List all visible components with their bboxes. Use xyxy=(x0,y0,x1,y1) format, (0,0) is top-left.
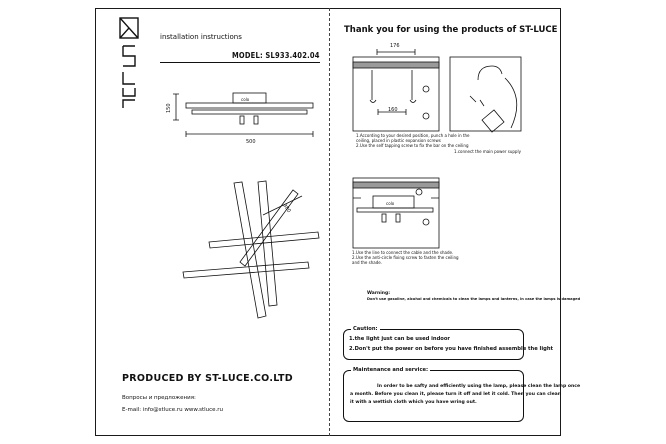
step3-caption-3: and the shade. xyxy=(352,260,382,265)
step1-caption-2: ceiling, placed in plastic expansion screws xyxy=(356,138,441,143)
warning-title: Warning: xyxy=(367,291,391,296)
step2-wiring-drawing xyxy=(450,57,521,132)
step3-center-label: сolo xyxy=(386,201,395,206)
dim-inner-label: 160 xyxy=(388,107,398,113)
step1-ceiling-drawing xyxy=(353,49,439,131)
maintenance-line-2: a month. Before you clean it, please turn it off and let it cold. Then you can clean xyxy=(350,392,562,397)
step3-caption-2: 2.Use the anti-circle fixing screw to fasten the ceiling xyxy=(352,255,459,260)
caution-box xyxy=(343,326,524,360)
caution-title: Caution: xyxy=(353,326,378,332)
maintenance-title: Maintenance and service: xyxy=(353,367,429,373)
produced-by: PRODUCED BY ST-LUCE.CO.LTD xyxy=(122,373,293,384)
step1-caption-1: 1.According to your desired position, punch a hole in the xyxy=(356,133,470,138)
dim-height-label: 150 xyxy=(166,103,172,113)
step3-mounting-drawing xyxy=(353,178,439,248)
contact-email: E-mail: info@stluce.ru www.stluce.ru xyxy=(122,407,224,413)
top-view-drawing xyxy=(183,181,319,318)
caution-line-2: 2.Don't put the power on before you have finished assemble the light xyxy=(349,346,553,352)
dim-diagonal-label: 980 xyxy=(281,202,292,214)
warning-text: Don't use gasoline, alcohol and chemicals to clean the lamps and lanterns, in case the lamps is damaged xyxy=(367,297,581,301)
caution-line-1: 1.the light just can be used indoor xyxy=(349,336,450,342)
thanks-heading: Thank you for using the products of ST-LUCE xyxy=(344,25,558,35)
dim-top-label: 176 xyxy=(390,43,400,49)
maintenance-line-3: it with a wettish cloth which you have wring out. xyxy=(350,400,477,405)
step1-caption-3: 2.Use the self tapping screw to fix the bar on the ceiling xyxy=(356,143,469,148)
dim-width-label: 500 xyxy=(246,139,256,145)
step2-caption: 1.connect the main power supply xyxy=(454,149,521,154)
step3-caption-1: 1.Use the line to connect the cable and the shade. xyxy=(352,250,454,255)
model-number: MODEL: SL933.402.04 xyxy=(232,51,320,60)
center-label: сolo xyxy=(241,97,250,102)
installation-title: installation instructions xyxy=(160,33,242,41)
questions-label: Вопросы и предложения: xyxy=(122,395,196,401)
maintenance-line-1: In order to be safty and efficiently using the lamp, please clean the lamp once xyxy=(377,384,581,389)
